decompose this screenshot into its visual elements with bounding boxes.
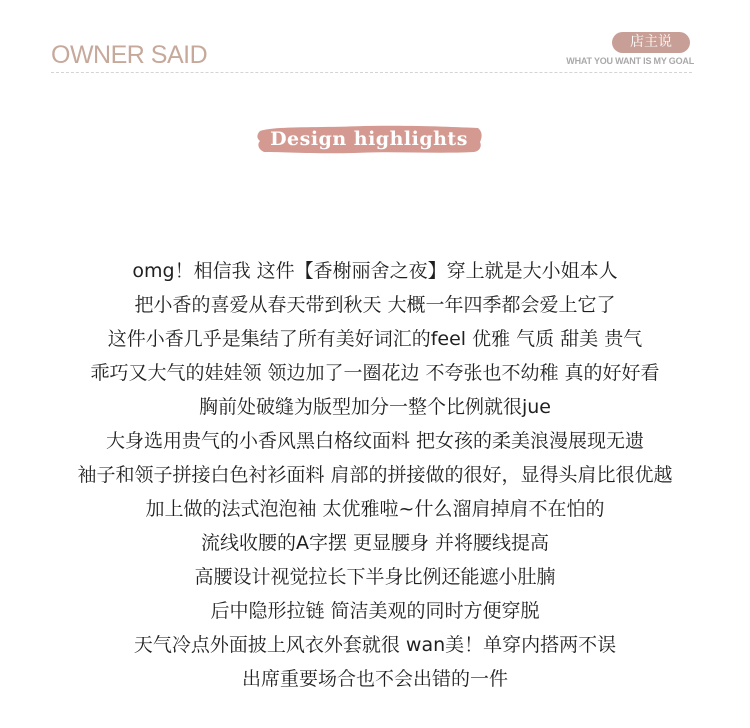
description-line: 加上做的法式泡泡袖 太优雅啦~什么溜肩掉肩不在怕的 bbox=[145, 498, 605, 520]
description-line: 流线收腰的A字摆 更显腰身 并将腰线提高 bbox=[200, 532, 550, 554]
description-line: 乖巧又大气的娃娃领 领边加了一圈花边 不夸张也不幼稚 真的好好看 bbox=[90, 362, 660, 384]
description-line: 出席重要场合也不会出错的一件 bbox=[241, 668, 508, 690]
owner-badge: 店主说 bbox=[612, 32, 690, 53]
description-line: 这件小香几乎是集结了所有美好词汇的feel 优雅 气质 甜美 贵气 bbox=[107, 328, 643, 350]
tagline: WHAT YOU WANT IS MY GOAL bbox=[566, 56, 694, 66]
description-line: 后中隐形拉链 简洁美观的同时方便穿脱 bbox=[210, 600, 540, 622]
description-line: 袖子和领子拼接白色衬衫面料 肩部的拼接做的很好，显得头肩比很优越 bbox=[77, 464, 673, 486]
page-title: OWNER SAID bbox=[51, 41, 208, 69]
description-line: 高腰设计视觉拉长下半身比例还能遮小肚腩 bbox=[194, 566, 556, 588]
description-line: 大身选用贵气的小香风黑白格纹面料 把女孩的柔美浪漫展现无遗 bbox=[105, 430, 645, 452]
design-highlights-banner bbox=[254, 122, 484, 156]
description-list bbox=[0, 254, 750, 696]
description-line: 把小香的喜爱从春天带到秋天 大概一年四季都会爱上它了 bbox=[134, 294, 616, 316]
description-line: 胸前处破缝为版型加分一整个比例就很jue bbox=[198, 396, 551, 418]
header-divider bbox=[51, 72, 692, 73]
header bbox=[0, 0, 750, 80]
design-highlights-title: Design highlights bbox=[270, 128, 468, 150]
description-line: omg！相信我 这件【香榭丽舍之夜】穿上就是大小姐本人 bbox=[132, 260, 618, 282]
description-line: 天气冷点外面披上风衣外套就很 wan美！单穿内搭两不误 bbox=[133, 634, 617, 656]
